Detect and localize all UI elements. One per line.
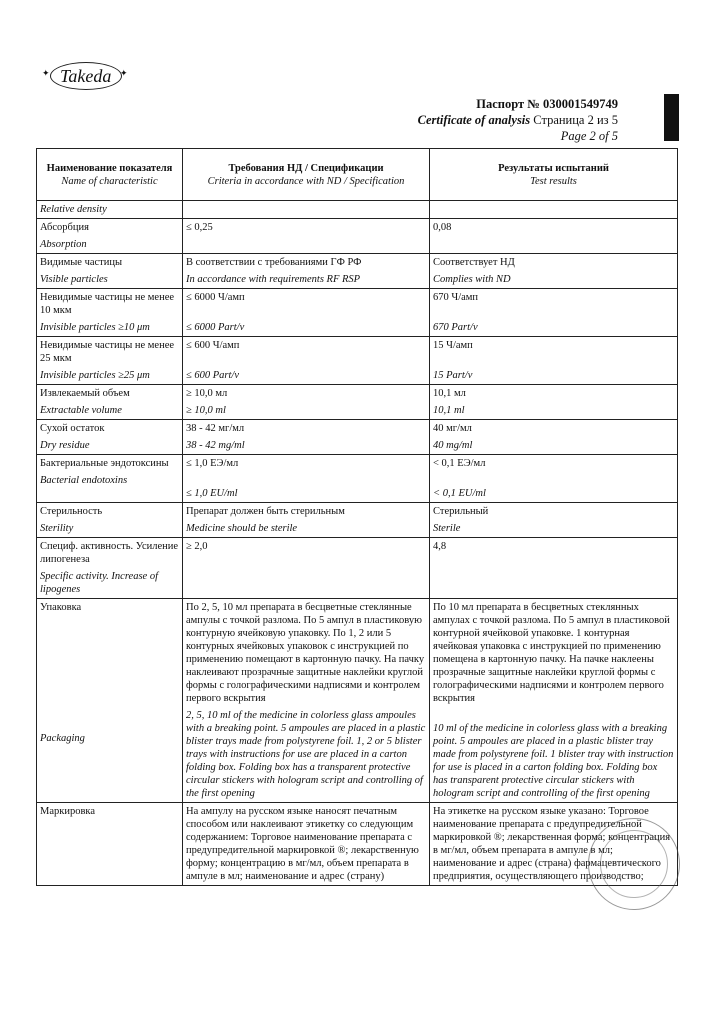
col-criteria-header: Требования НД / Спецификации Criteria in accordance with ND / Specification [183, 149, 430, 201]
table-row: Специф. активность. Усиление липогенеза Specific activity. Increase of lipogenes ≥ 2,0 4,8 [37, 538, 678, 599]
official-stamp-inner-ring [600, 830, 668, 898]
table-row: Бактериальные эндотоксины Bacterial endotoxins ≤ 1,0 ЕЭ/мл ≤ 1,0 EU/ml < 0,1 ЕЭ/мл < 0,1 EU/ml [37, 455, 678, 503]
row-name: Relative density [40, 204, 107, 215]
table-row: Стерильность Sterility Препарат должен быть стерильным Medicine should be sterile Стерильный Sterile [37, 503, 678, 538]
table-row: Невидимые частицы не менее 10 мкм Invisible particles ≥10 μm ≤ 6000 Ч/амп ≤ 6000 Part/v 670 Ч/амп 670 Part/v [37, 289, 678, 337]
table-row: Сухой остаток Dry residue 38 - 42 мг/мл 38 - 42 mg/ml 40 мг/мл 40 mg/ml [37, 420, 678, 455]
document-header [418, 96, 618, 144]
scan-marker-bar [664, 94, 679, 141]
page-en: Page 2 of 5 [560, 129, 618, 143]
logo-ornament-left-icon: ✦ [42, 68, 50, 78]
table-row: Видимые частицы Visible particles В соответствии с требованиями ГФ РФ In accordance with requirements RF RSP Соответствует НД Complies with ND [37, 254, 678, 289]
table-row: Извлекаемый объем Extractable volume ≥ 10,0 мл ≥ 10,0 ml 10,1 мл 10,1 ml [37, 385, 678, 420]
analysis-table [36, 148, 678, 886]
table-header-row [37, 149, 678, 201]
col-results-header: Результаты испытаний Test results [430, 149, 678, 201]
col-name-header: Наименование показателя Name of characteristic [37, 149, 183, 201]
page-ru: Страница 2 из 5 [533, 113, 618, 127]
takeda-logo [40, 58, 130, 90]
logo-text: Takeda [60, 66, 112, 86]
table-row: Невидимые частицы не менее 25 мкм Invisible particles ≥25 μm ≤ 600 Ч/амп ≤ 600 Part/v 15 Ч/амп 15 Part/v [37, 337, 678, 385]
passport-number: Паспорт № 030001549749 [476, 97, 618, 111]
table-row: Абсорбция Absorption ≤ 0,25 0,08 [37, 219, 678, 254]
table-row [37, 201, 678, 219]
table-row: Маркировка На ампулу на русском языке наносят печатным способом или наклеивают этикетку со следующим содержанием: Торговое наименование препарата с предупредительной маркировкой ®; лекарственную форму; концентрацию в мг/мл, объем препарата в ампуле в мл; наименование и адрес (страну) На этикетке на русском языке указано: Торговое наименование препарата с предупредительной маркировкой ®; лекарственная форма; концентрация в мг/мл, объем препарата в ампуле в мл; наименование и адрес (страна) фармацевтического предприятия, осуществляющего производство; [37, 803, 678, 886]
table-row: Упаковка Packaging По 2, 5, 10 мл препарата в бесцветные стеклянные ампулы с точкой разлома. По 5 ампул в пластиковую контурную ячейковую упаковку. По 1, 2 или 5 контурных ячейковых упаковок с инструкцией по применению помещают в картонную пачку. На пачку наклеивают прозрачные защитные наклейки круглой формы с голографическими надписями и контролем первого вскрытия 2, 5, 10 ml of the medicine in colorless glass ampoules with a breaking point. 5 ampoules are placed in a plastic blister trays made from polystyrene foil. 1, 2 or 5 blister trays with instructions for use are placed in a carton folding box. Folding box has a transparent protective circular stickers with hologram script and controlling of the first opening По 10 мл препарата в бесцветных стеклянных ампулах с точкой разлома. По 5 ампул в пластиковой контурной ячейковой упаковке. 1 контурная ячейковая упаковка с инструкцией по применению помещена в картонную пачку. На пачке наклеены прозрачные защитные наклейки круглой формы с голографическими надписями и контролем первого вскрытия 10 ml of the medicine in colorless glass with a breaking point. 5 ampoules are placed in a plastic blister tray made from polystyrene foil. 1 blister tray with instruction for use is placed in a carton folding box. Folding box has transparent protective circular stickers with hologram script and controlling of the first opening [37, 599, 678, 803]
certificate-title: Certificate of analysis [417, 113, 531, 127]
logo-ornament-right-icon: ✦ [120, 68, 128, 78]
